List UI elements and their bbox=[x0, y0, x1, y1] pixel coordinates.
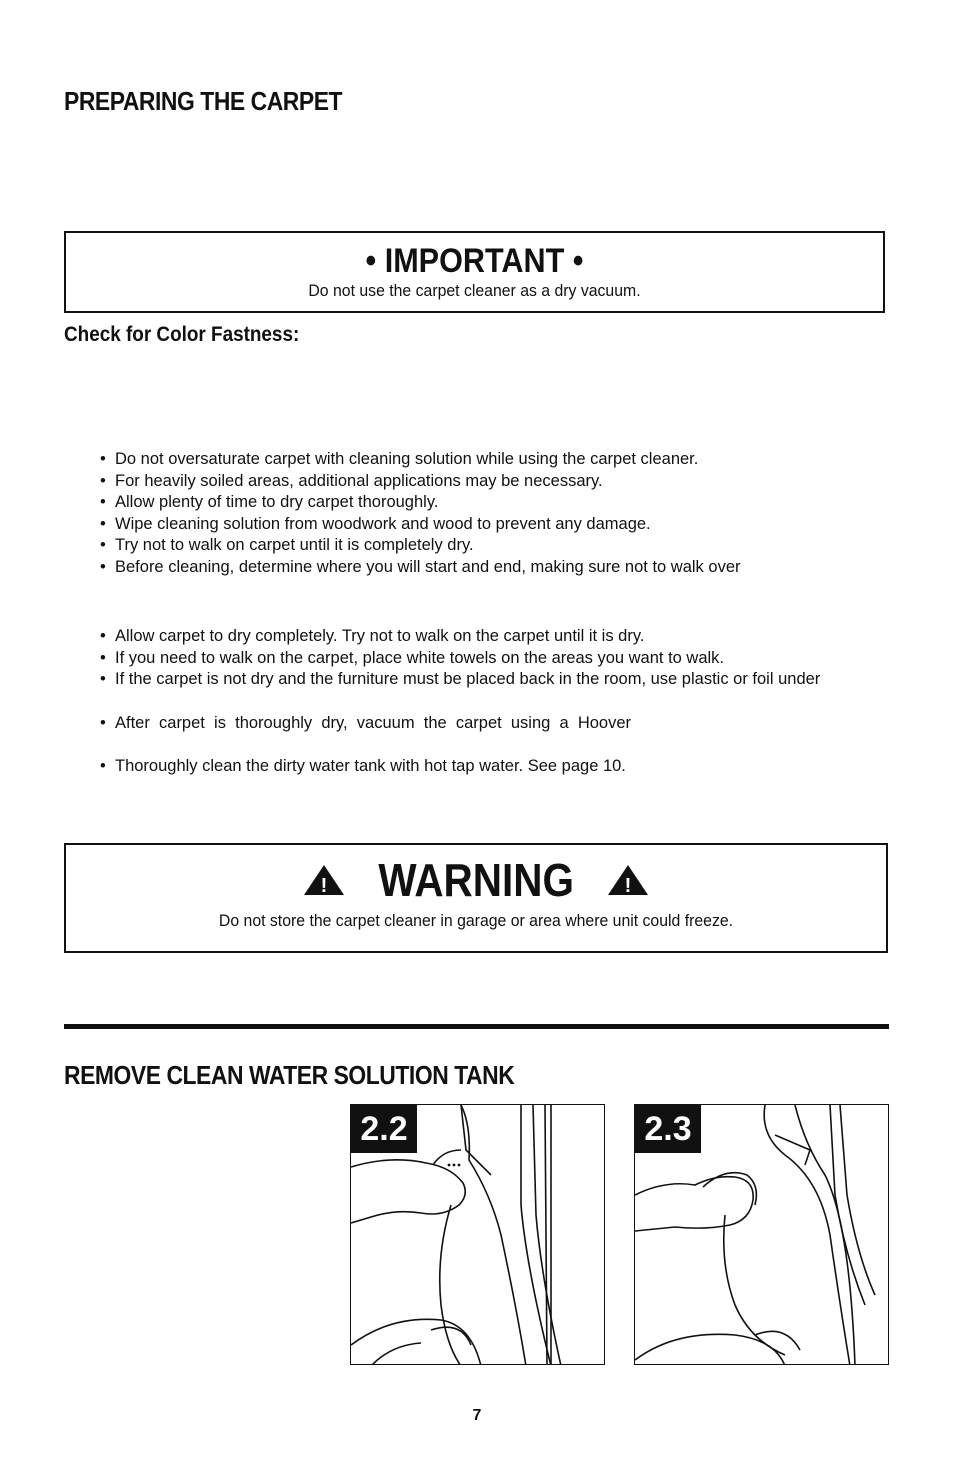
bullet: • bbox=[100, 536, 106, 555]
bullet: • bbox=[100, 471, 106, 490]
bullet: • bbox=[100, 648, 106, 667]
figure-label: 2.3 bbox=[635, 1105, 701, 1153]
warning-triangle-icon bbox=[302, 863, 346, 897]
figure-2-3 bbox=[634, 1104, 889, 1365]
bullet: • bbox=[100, 757, 106, 775]
figure-2-2 bbox=[350, 1104, 605, 1365]
section-title-preparing: PREPARING THE CARPET bbox=[64, 86, 343, 116]
color-fastness-title: Check for Color Fastness: bbox=[64, 323, 300, 346]
warning-text: Do not store the carpet cleaner in garage or area where unit could freeze. bbox=[218, 911, 734, 930]
bullet: • bbox=[100, 670, 106, 689]
list-item: • Before cleaning, determine where you will start and end, making sure not to walk over bbox=[100, 557, 741, 579]
list-item: • Allow carpet to dry completely. Try not to walk on the carpet until it is dry. bbox=[100, 626, 820, 648]
section-title-remove-tank: REMOVE CLEAN WATER SOLUTION TANK bbox=[64, 1060, 515, 1090]
list-item: • Thoroughly clean the dirty water tank with hot tap water. See page 10. bbox=[100, 756, 626, 778]
list-item: • Wipe cleaning solution from woodwork and wood to prevent any damage. bbox=[100, 514, 741, 536]
svg-text:!: ! bbox=[321, 875, 328, 897]
important-title: • IMPORTANT • bbox=[365, 242, 584, 280]
list-item: • Try not to walk on carpet until it is completely dry. bbox=[100, 535, 741, 557]
tips-list-2 bbox=[100, 626, 820, 691]
warning-title: WARNING bbox=[378, 854, 574, 906]
bullet: • bbox=[100, 514, 106, 533]
important-box bbox=[64, 231, 885, 313]
list-item: • After carpet is thoroughly dry, vacuum the carpet using a Hoover bbox=[100, 713, 631, 735]
bullet: • bbox=[100, 627, 106, 645]
tips-list-1 bbox=[100, 449, 741, 579]
section-divider bbox=[64, 1024, 889, 1029]
bullet: • bbox=[100, 714, 106, 732]
list-item: • Do not oversaturate carpet with cleaning solution while using the carpet cleaner. bbox=[100, 449, 741, 471]
page-number: 7 bbox=[472, 1407, 482, 1424]
list-item: • If the carpet is not dry and the furniture must be placed back in the room, use plastic or foil under bbox=[100, 669, 820, 691]
list-item: • For heavily soiled areas, additional applications may be necessary. bbox=[100, 471, 741, 493]
list-item: • Allow plenty of time to dry carpet thoroughly. bbox=[100, 492, 741, 514]
warning-box bbox=[64, 843, 888, 953]
important-text: Do not use the carpet cleaner as a dry vacuum. bbox=[308, 281, 641, 300]
tips-list-3 bbox=[100, 713, 631, 735]
warning-heading bbox=[66, 853, 886, 907]
figure-label: 2.2 bbox=[351, 1105, 417, 1153]
warning-triangle-icon bbox=[606, 863, 650, 897]
bullet: • bbox=[100, 450, 106, 468]
bullet: • bbox=[100, 557, 106, 576]
svg-text:!: ! bbox=[624, 875, 631, 897]
tips-list-4 bbox=[100, 756, 626, 778]
list-item: • If you need to walk on the carpet, place white towels on the areas you want to walk. bbox=[100, 648, 820, 670]
bullet: • bbox=[100, 493, 106, 512]
